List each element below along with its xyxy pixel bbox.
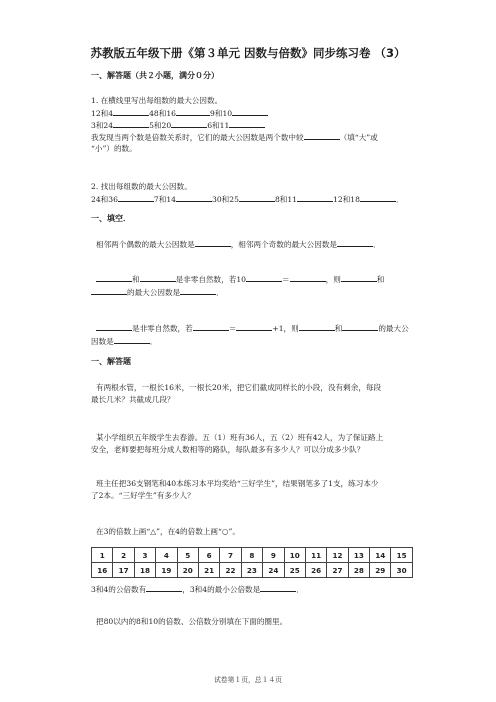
fill-item-3-line1: 是非零自然数，若 ＝ +1，则 和 的最大公 [96,322,409,335]
section-heading-2: 一、填空． [91,214,131,223]
grid-cell: 6 [198,548,219,563]
q1-note-line2: “小”）的数。 [91,144,137,153]
grid-cell: 20 [177,563,198,578]
grid-cell: 27 [327,563,348,578]
fill-item-2-line2: 的最大公因数是 ． [91,286,224,299]
grid-cell: 3 [134,548,155,563]
grid-cell: 17 [113,563,134,578]
grid-cell: 4 [156,548,177,563]
problem-6: 把80以内的8和10的倍数、公倍数分别填在下面的圈里。 [96,617,288,626]
q1-note-line1: 我发现当两个数是倍数关系时，它们的最大公因数是两个数中较 （填“大”或 [91,133,378,142]
q1-intro: 1. 在横线里写出每组数的最大公因数。 [91,96,223,105]
grid-cell: 28 [348,563,369,578]
problem-4: 在3的倍数上画“△”，在4的倍数上画“○”。 [96,527,240,536]
q1-row1: 12和4 48和16 9和10 [91,107,268,120]
grid-cell: 2 [113,548,134,563]
grid-cell: 23 [241,563,262,578]
grid-cell: 10 [284,548,305,563]
page-title: 苏教版五年级下册《第３单元 因数与倍数》同步练习卷 （3） [90,46,406,60]
q1-row2: 3和24 5和20 6和11 [91,119,265,132]
section-heading-3: 一、解答题 [91,357,131,366]
grid-cell: 30 [391,563,412,578]
grid-cell: 16 [92,563,113,578]
grid-cell: 7 [220,548,241,563]
grid-cell: 22 [220,563,241,578]
q2-intro: 2. 找出每组数的最大公因数。 [91,182,192,191]
grid-cell: 11 [305,548,326,563]
grid-row-2 [92,563,413,578]
number-grid [91,547,413,578]
q2-items: 24和36 7和14 30和25 8和11 12和18 ． [91,195,404,204]
grid-cell: 29 [370,563,391,578]
problem-3-line2: 了2本。“三好学生”有多少人？ [91,491,195,500]
problem-1-line2: 最长几米？共截成几段？ [91,395,175,404]
grid-cell: 12 [327,548,348,563]
grid-cell: 1 [92,548,113,563]
grid-cell: 14 [370,548,391,563]
grid-cell: 8 [241,548,262,563]
grid-cell: 13 [348,548,369,563]
grid-cell: 21 [198,563,219,578]
grid-cell: 26 [305,563,326,578]
problem-2-line1: 某小学组织五年级学生去春游。五（1）班有36人，五（2）班有42人，为了保证路上 [96,433,384,442]
fill-item-1: 相邻两个偶数的最大公因数是 ，相邻两个奇数的最大公因数是 ． [96,240,381,249]
grid-cell: 9 [263,548,284,563]
fill-item-3-line2: 因数是 ． [91,337,158,346]
problem-2-line2: 安全，老师要把每班分成人数相等的路队，每队最多有多少人？可以分成多少队？ [91,445,365,454]
grid-cell: 15 [391,548,412,563]
fill-item-2-line1: 和 是非零自然数，若10 ＝ ，则 和 [96,273,384,286]
grid-cell: 25 [284,563,305,578]
grid-cell: 5 [177,548,198,563]
problem-5: 3和4的公倍数有 ，3和4的最小公倍数是 ． [91,585,304,594]
section-heading-1: 一、解答题（共２小题，满分０分） [91,71,219,80]
problem-3-line1: 班主任把36支钢笔和40本练习本平均奖给“三好学生”，结果钢笔多了1支，练习本少 [96,479,379,488]
problem-1-line1: 有两根水管，一根长16米，一根长20米，把它们截成同样长的小段，没有剩余，每段 [96,383,382,392]
grid-cell: 24 [263,563,284,578]
grid-cell: 19 [156,563,177,578]
grid-cell: 18 [134,563,155,578]
page-footer: 试卷第１页，总１４页 [214,676,282,684]
grid-row-1 [92,548,413,563]
